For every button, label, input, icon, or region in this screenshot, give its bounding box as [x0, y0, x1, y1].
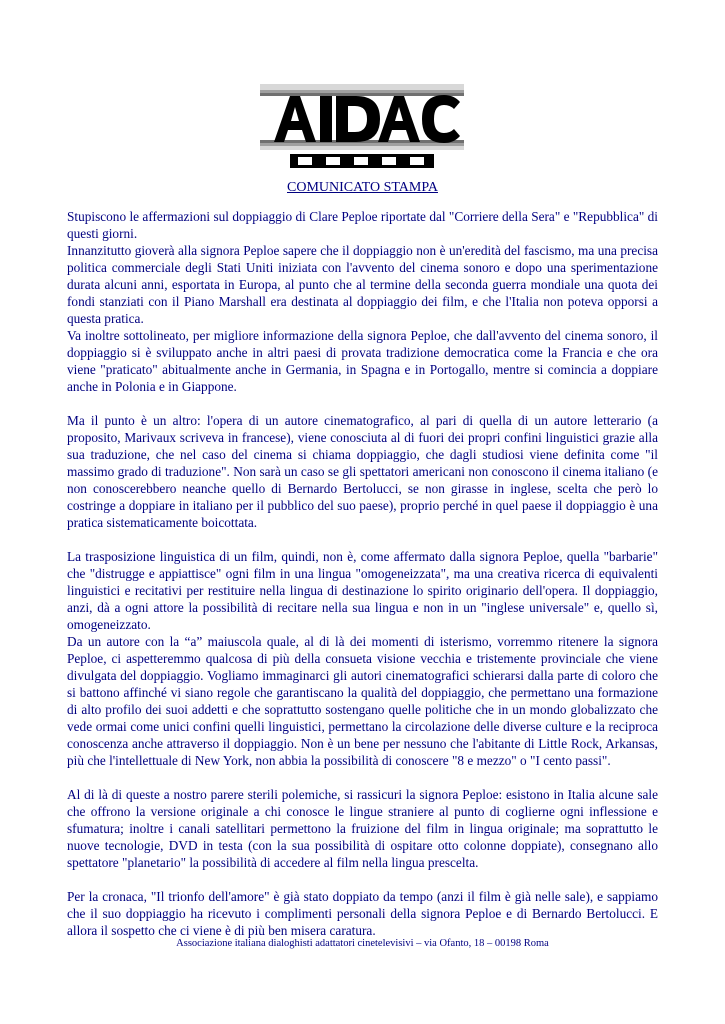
paragraph: Al di là di queste a nostro parere sterili polemiche, si rassicuri la signora Peploe: esistono in Italia alcune sale che offrono la versione originale a chi conosce le lingue straniere al punto di coglierne ogni inflessione e sfumatura; inoltre i canali satellitari permettono la fruizione del film in lingua originale; ma soprattutto le nuove tecnologie, DVD in testa (con la sua possibilità di ospitare otto colonne doppiate), consegnano allo spettatore "planetario" la possibilità di accedere al film nella lingua prescelta. — [67, 787, 658, 870]
paragraph: Innanzitutto gioverà alla signora Peploe sapere che il doppiaggio non è un'eredità del fascismo, ma una precisa politica commerciale degli Stati Uniti iniziata con l'avvento del cinema sonoro e dopo una sperimentazione durata alcuni anni, esportata in Europa, al punto che al termine della seconda guerra mondiale una quota dei fondi stanziati con il Piano Marshall era destinata al doppiaggio dei film, e che l'Italia non poteva opporsi a questa pratica. — [67, 243, 658, 326]
paragraph-gap — [67, 531, 658, 548]
paragraph: La trasposizione linguistica di un film, quindi, non è, come affermato dalla signora Peploe, quella "barbarie" che "distrugge e appiattisce" ogni film in una lingua "omogeneizzata", ma una creativa ricerca di equivalenti linguistici e recitativi per restituire nella lingua di destinazione lo spirito originario dell'opera. Il doppiaggio, anzi, dà a ogni attore la possibilità di recitare nella sua lingua e non in un "inglese universale" e, quello sì, omogeneizzato. — [67, 549, 658, 632]
paragraph: Da un autore con la “a” maiuscola quale, al di là dei momenti di isterismo, vorremmo ritenere la signora Peploe, ci aspetteremmo qualcosa di più della consueta visione vecchia e tristemente provinciale che viene divulgata del doppiaggio. Vogliamo immaginarci gli autori cinematografici schierarsi dalla parte di coloro che si battono affinché vi siano regole che garantiscano la qualità del doppiaggio, che permettano una formazione di alto profilo dei suoi addetti e che soprattutto sostengano quelle politiche che in un mondo globalizzato che vede ormai come unici confini quelli linguistici, permettano la circolazione delle diverse culture e la reciproca conoscenza anche attraverso il doppiaggio. Non è un bene per nessuno che l'abitante di Little Rock, Arkansas, più che l'intellettuale di New York, non abbia la possibilità di conoscere "8 e mezzo" o "I cento passi". — [67, 634, 658, 768]
paragraph: Stupiscono le affermazioni sul doppiaggio di Clare Peploe riportate dal "Corriere della Sera" e "Repubblica" di questi giorni. — [67, 209, 658, 241]
paragraph-gap — [67, 871, 658, 888]
aidac-logo — [260, 84, 464, 170]
paragraph: Per la cronaca, "Il trionfo dell'amore" è già stato doppiato da tempo (anzi il film è già nelle sale), e sappiamo che il suo doppiaggio ha ricevuto i complimenti personali della signora Peploe e di Bernardo Bertolucci. E allora il sospetto che ci viene è di più ben misera caratura. — [67, 889, 658, 938]
footer-address: Associazione italiana dialoghisti adattatori cinetelevisivi – via Ofanto, 18 – 00198 Roma — [176, 938, 549, 949]
paragraph: Va inoltre sottolineato, per migliore informazione della signora Peploe, che dall'avvento del cinema sonoro, il doppiaggio si è sviluppato anche in altri paesi di provata tradizione democratica come la Francia e che ora viene "praticato" abitualmente anche in Germania, in Spagna e in Portogallo, mentre si comincia a doppiare anche in Polonia e in Giappone. — [67, 328, 658, 394]
press-release-body — [67, 208, 658, 939]
paragraph: Ma il punto è un altro: l'opera di un autore cinematografico, al pari di quella di un autore letterario (a proposito, Marivaux scriveva in francese), viene conosciuta al di fuori dei propri confini linguistici grazie alla sua traduzione, che nel caso del cinema si chiama doppiaggio, che dagli studiosi viene definita come "il massimo grado di traduzione". Non sarà un caso se gli spettatori americani non conoscono il cinema italiano (e non conoscerebbero neanche quello di Bernardo Bertolucci, se non girasse in inglese, scelta che però lo costringe a doppiare in italiano per il pubblico del suo paese), proprio perché in quel paese il doppiaggio è una pratica sistematicamente boicottata. — [67, 413, 658, 530]
press-release-title: COMUNICATO STAMPA — [287, 180, 438, 195]
paragraph-gap — [67, 395, 658, 412]
paragraph-gap — [67, 769, 658, 786]
